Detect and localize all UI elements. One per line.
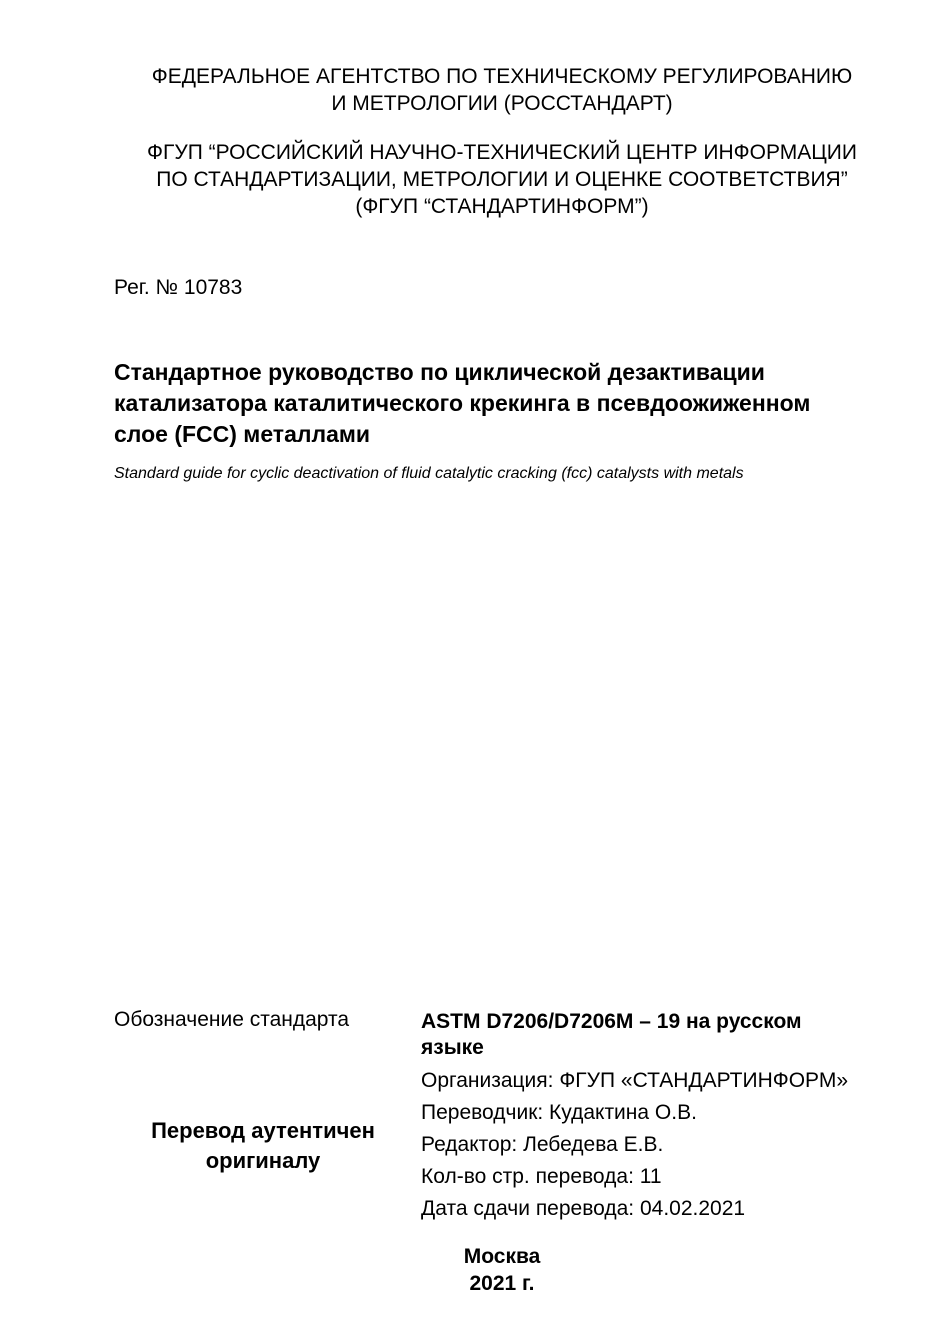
document-title-ru [114,357,904,450]
agency-line-1: ФЕДЕРАЛЬНОЕ АГЕНТСТВО ПО ТЕХНИЧЕСКОМУ РЕГУЛИРОВАНИЮ [151,65,853,88]
designation-value-line-1: ASTM D7206/D7206M – 19 на русском [421,1010,802,1033]
editor: Редактор: Лебедева Е.В. [421,1133,664,1156]
registration-number: Рег. № 10783 [114,276,243,299]
institute-header [0,139,950,220]
delivery-date: Дата сдачи перевода: 04.02.2021 [421,1197,746,1220]
institute-line-1: ФГУП “РОССИЙСКИЙ НАУЧНО-ТЕХНИЧЕСКИЙ ЦЕНТР ИНФОРМАЦИИ [147,141,857,164]
authentic-line-2: оригиналу [205,1148,321,1173]
agency-header [0,63,950,117]
translator: Переводчик: Кудактина О.В. [421,1101,697,1124]
page-count: Кол-во стр. перевода: 11 [421,1165,662,1188]
designation-label: Обозначение стандарта [114,1008,350,1031]
institute-line-3: (ФГУП “СТАНДАРТИНФОРМ”) [355,195,649,218]
organization: Организация: ФГУП «СТАНДАРТИНФОРМ» [421,1069,849,1092]
agency-line-2: И МЕТРОЛОГИИ (РОССТАНДАРТ) [331,92,673,115]
designation-value [421,1009,841,1061]
designation-value-line-2: языке [421,1036,484,1059]
title-ru-line-1: Стандартное руководство по циклической дезактивации [114,359,765,385]
title-ru-line-2: катализатора каталитического крекинга в псевдоожиженном [114,390,811,416]
institute-line-2: ПО СТАНДАРТИЗАЦИИ, МЕТРОЛОГИИ И ОЦЕНКЕ СООТВЕТСТВИЯ” [156,168,848,191]
authentic-translation-note [128,1116,398,1176]
title-ru-line-3: слое (FCC) металлами [114,421,371,447]
authentic-line-1: Перевод аутентичен [151,1118,375,1143]
year: 2021 г. [469,1272,535,1295]
city: Москва [463,1245,541,1268]
place-and-year [402,1243,602,1297]
document-title-en: Standard guide for cyclic deactivation of fluid catalytic cracking (fcc) catalysts with metals [114,465,744,482]
